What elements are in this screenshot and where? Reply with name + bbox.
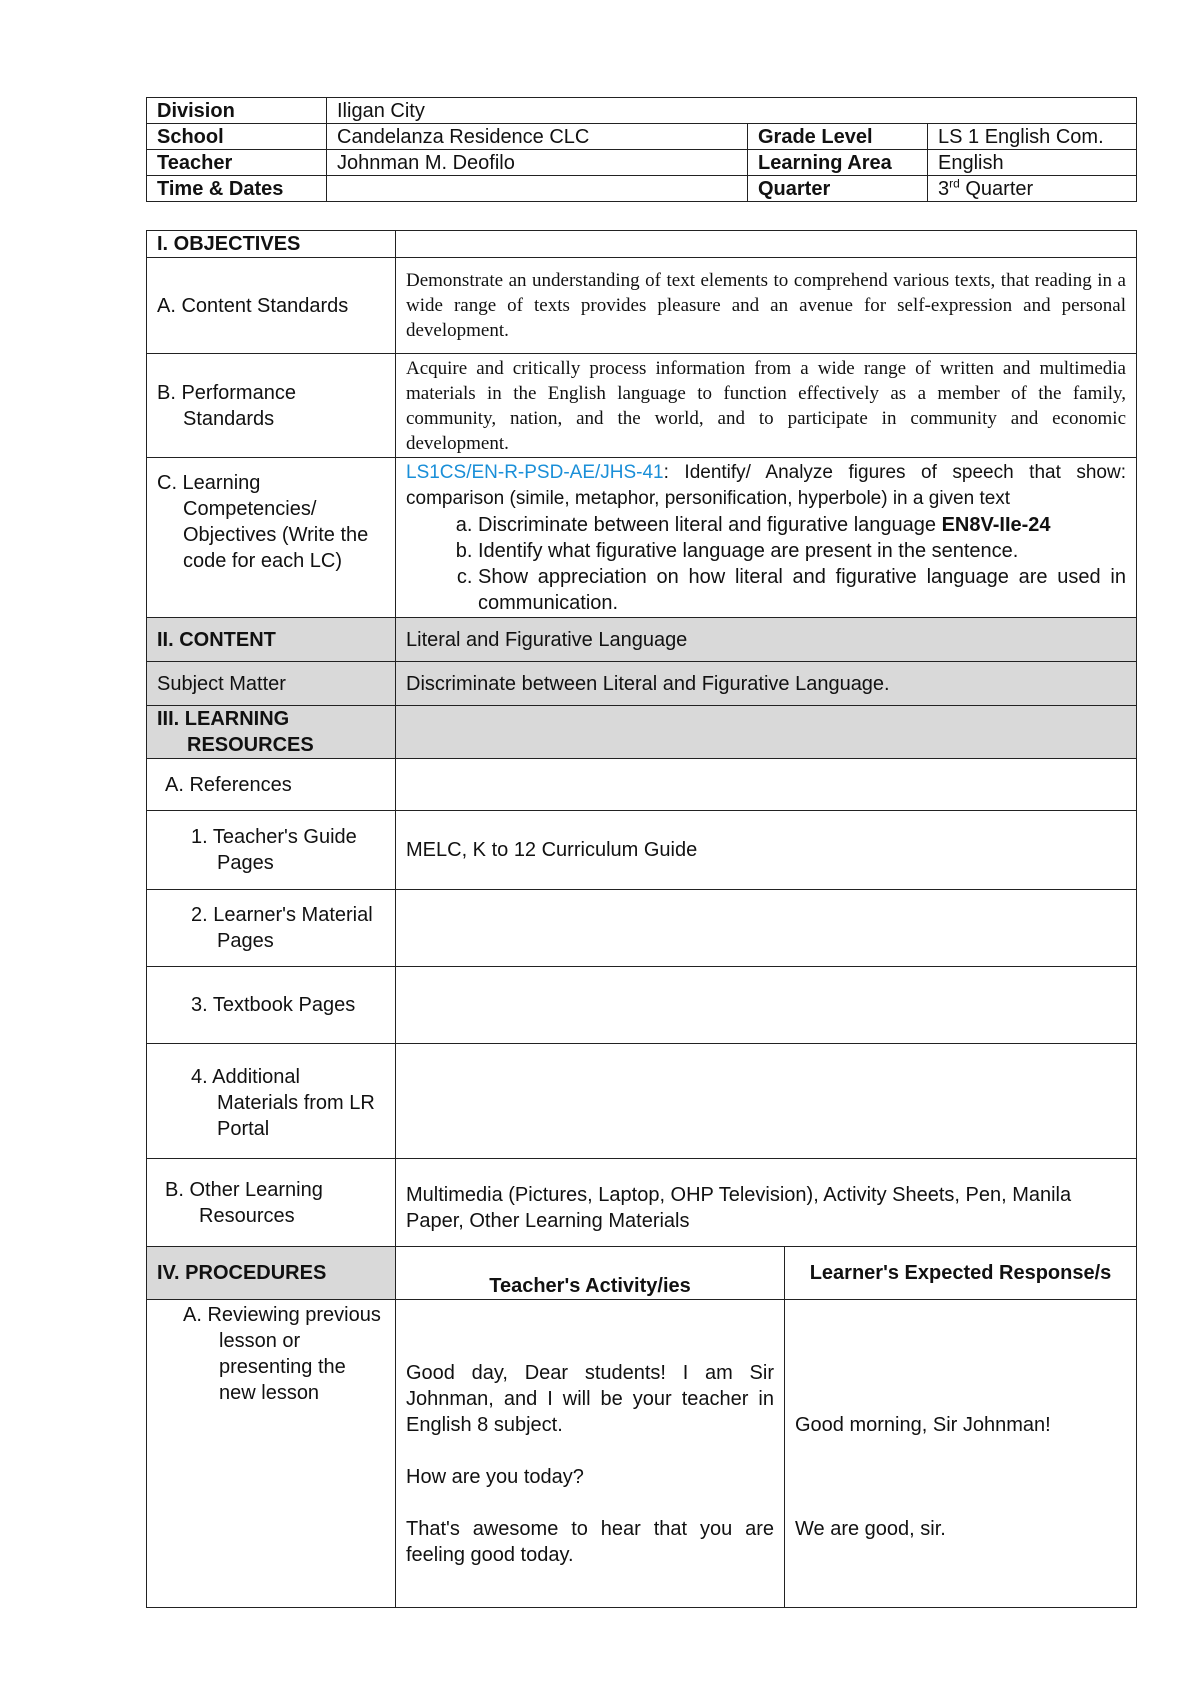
teacher-value: Johnman M. Deofilo bbox=[327, 150, 748, 176]
quarter-word: Quarter bbox=[959, 177, 1034, 200]
lc-text: : Identify/ Analyze figures of speech that show: comparison (simile, metaphor, personification, hyperbole) in a given text bbox=[406, 462, 1126, 509]
header-info-table bbox=[146, 97, 1137, 202]
learning-competencies-label bbox=[147, 458, 396, 618]
learners-material-label bbox=[147, 890, 396, 967]
learning-resources-heading-text: III. LEARNING RESOURCES bbox=[157, 708, 314, 756]
division-label: Division bbox=[147, 98, 327, 124]
teacher-line: How are you today? bbox=[406, 1466, 584, 1488]
learner-line: Good morning, Sir Johnman! bbox=[795, 1414, 1051, 1436]
teacher-activity-header: Teacher's Activity/ies bbox=[396, 1247, 785, 1300]
time-dates-value bbox=[327, 176, 748, 202]
objectives-heading: I. OBJECTIVES bbox=[147, 231, 396, 258]
lc-objective-b-text: Identify what figurative language are present in the sentence. bbox=[478, 540, 1019, 562]
learner-response-cell bbox=[785, 1300, 1137, 1608]
learning-resources-heading-blank bbox=[396, 706, 1137, 759]
lc-objective-a-code: EN8V-IIe-24 bbox=[941, 514, 1051, 536]
procedures-heading: IV. PROCEDURES bbox=[147, 1247, 396, 1300]
school-label: School bbox=[147, 124, 327, 150]
other-resources-label-text: B. Other Learning Resources bbox=[165, 1179, 323, 1227]
additional-materials-label-text: 4. Additional Materials from LR Portal bbox=[191, 1066, 375, 1140]
subject-matter-label: Subject Matter bbox=[147, 662, 396, 706]
lc-objective-item bbox=[478, 512, 1126, 538]
quarter-value bbox=[928, 176, 1137, 202]
grade-level-label: Grade Level bbox=[748, 124, 928, 150]
teacher-line: That's awesome to hear that you are feeling good today. bbox=[406, 1518, 774, 1566]
teachers-guide-label bbox=[147, 811, 396, 890]
learning-area-label: Learning Area bbox=[748, 150, 928, 176]
learners-material-label-text: 2. Learner's Material Pages bbox=[191, 904, 373, 952]
performance-standards-label-text: B. Performance Standards bbox=[157, 381, 296, 430]
textbook-pages-label-text: 3. Textbook Pages bbox=[191, 994, 356, 1016]
time-dates-label: Time & Dates bbox=[147, 176, 327, 202]
lc-statement bbox=[406, 460, 1126, 512]
school-value: Candelanza Residence CLC bbox=[327, 124, 748, 150]
learning-resources-heading bbox=[147, 706, 396, 759]
additional-materials-label bbox=[147, 1044, 396, 1159]
textbook-pages-value bbox=[396, 967, 1137, 1044]
teacher-line: Good day, Dear students! I am Sir Johnman, and I will be your teacher in English 8 subject. bbox=[406, 1362, 774, 1436]
content-heading: II. CONTENT bbox=[147, 618, 396, 662]
lc-objective-a-text: Discriminate between literal and figurative language bbox=[478, 514, 942, 536]
references-value bbox=[396, 759, 1137, 811]
lc-objective-list bbox=[406, 512, 1126, 616]
learner-response-header: Learner's Expected Response/s bbox=[785, 1247, 1137, 1300]
grade-level-value: LS 1 English Com. bbox=[928, 124, 1137, 150]
content-standards-text: Demonstrate an understanding of text elements to comprehend various texts, that reading in a wide range of texts provides pleasure and an avenue for self-expression and personal development. bbox=[396, 258, 1137, 354]
objectives-heading-blank bbox=[396, 231, 1137, 258]
quarter-suffix: rd bbox=[949, 175, 960, 190]
textbook-pages-label bbox=[147, 967, 396, 1044]
lc-objective-c-text: Show appreciation on how literal and figurative language are used in communication. bbox=[478, 566, 1126, 614]
other-resources-value: Multimedia (Pictures, Laptop, OHP Television), Activity Sheets, Pen, Manila Paper, Other Learning Materials bbox=[396, 1159, 1137, 1247]
references-label bbox=[147, 759, 396, 811]
reviewing-lesson-label-text: A. Reviewing previous lesson or presenting the new lesson bbox=[183, 1304, 381, 1404]
learning-competencies-cell bbox=[396, 458, 1137, 618]
content-standards-label: A. Content Standards bbox=[147, 258, 396, 354]
learner-line: We are good, sir. bbox=[795, 1518, 946, 1540]
additional-materials-value bbox=[396, 1044, 1137, 1159]
performance-standards-label bbox=[147, 354, 396, 458]
teachers-guide-value: MELC, K to 12 Curriculum Guide bbox=[396, 811, 1137, 890]
lc-code: LS1CS/EN-R-PSD-AE/JHS-41 bbox=[406, 462, 664, 483]
division-value: Iligan City bbox=[327, 98, 1137, 124]
performance-standards-text: Acquire and critically process information from a wide range of written and multimedia materials in the English language to function effectively as a member of the family, community, nation, and the world, and to participate in community and economic development. bbox=[396, 354, 1137, 458]
content-value: Literal and Figurative Language bbox=[396, 618, 1137, 662]
reviewing-lesson-label bbox=[147, 1300, 396, 1608]
teacher-activity-cell bbox=[396, 1300, 785, 1608]
teacher-label: Teacher bbox=[147, 150, 327, 176]
other-resources-label bbox=[147, 1159, 396, 1247]
lesson-plan-table bbox=[146, 230, 1137, 1608]
subject-matter-value: Discriminate between Literal and Figurative Language. bbox=[396, 662, 1137, 706]
teachers-guide-label-text: 1. Teacher's Guide Pages bbox=[191, 826, 357, 874]
quarter-number: 3 bbox=[938, 177, 950, 200]
learning-area-value: English bbox=[928, 150, 1137, 176]
references-label-text: A. References bbox=[165, 773, 292, 796]
quarter-label: Quarter bbox=[748, 176, 928, 202]
learning-competencies-label-text: C. Learning Competencies/ Objectives (Write the code for each LC) bbox=[157, 472, 369, 572]
lc-objective-item bbox=[478, 538, 1126, 564]
lc-objective-item bbox=[478, 564, 1126, 616]
learners-material-value bbox=[396, 890, 1137, 967]
